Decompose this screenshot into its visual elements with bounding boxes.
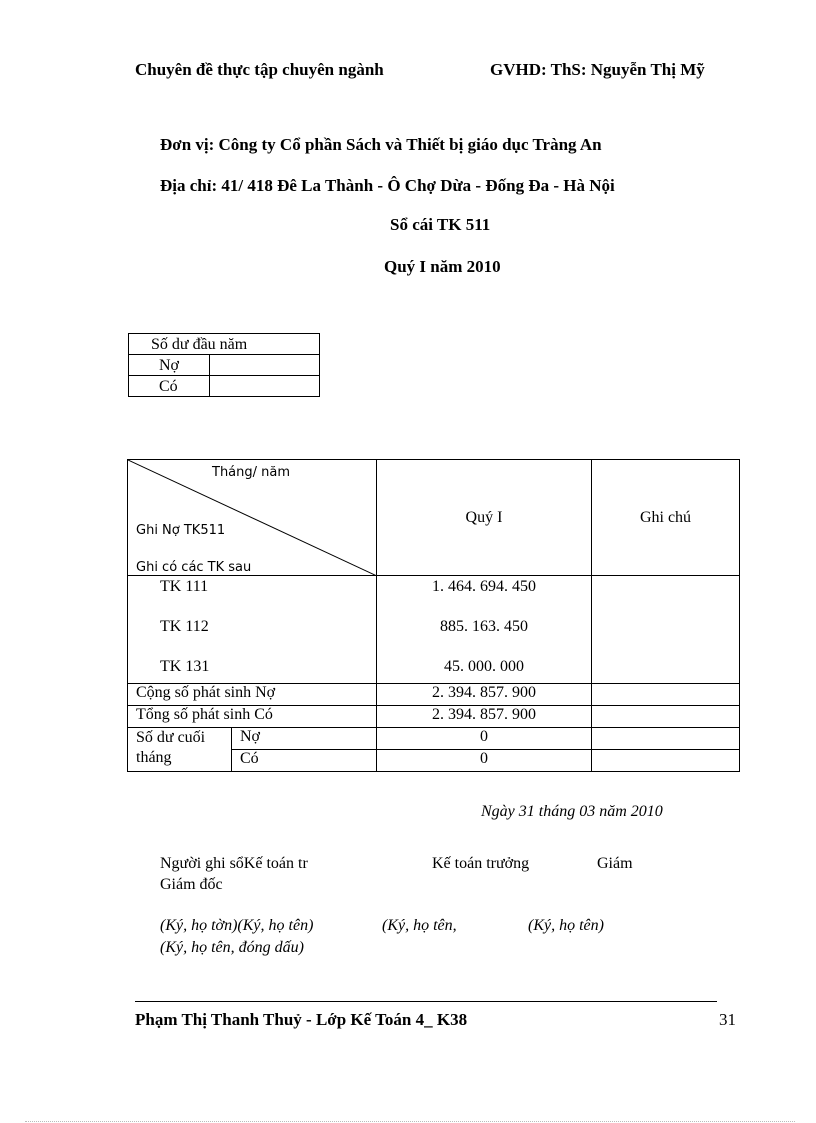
total-debit-note [592,684,740,706]
closing-label-line1: Số dư cuối [136,729,206,746]
opening-credit-value [210,376,320,397]
footer-rule [135,1001,717,1002]
diag-mid-label: Ghi Nợ TK511 [136,523,226,538]
diag-top-label: Tháng/ năm [212,465,291,480]
page-subtitle: Quý I năm 2010 [384,257,501,276]
account-value: 1. 464. 694. 450 [432,578,536,595]
date-line: Ngày 31 tháng 03 năm 2010 [481,803,663,820]
company-address: Địa chỉ: 41/ 418 Đê La Thành - Ô Chợ Dừa - Đống Đa - Hà Nội [160,176,615,195]
diagonal-header-cell [128,460,377,576]
closing-label-line2: tháng [136,749,172,766]
page-edge-dotted-line [25,1121,795,1122]
header-left: Chuyên đề thực tập chuyên ngành [135,60,384,79]
total-credit-note [592,706,740,728]
accounts-values-cell [377,576,592,684]
total-credit-value: 2. 394. 857. 900 [377,706,592,728]
signature-note-2: (Ký, họ tên, [382,917,457,934]
accounts-note-cell [592,576,740,684]
total-credit-label: Tổng số phát sinh Có [128,706,377,728]
signer-labels-line2: Giám đốc [160,876,223,893]
signature-note-3: (Ký, họ tên) [528,917,604,934]
signer-labels-b: Kế toán trưởng [432,855,530,872]
ledger-table [127,459,740,772]
opening-credit-label: Có [129,376,210,397]
closing-debit-value: 0 [377,728,592,750]
accounts-cell [128,576,377,684]
closing-credit-value: 0 [377,750,592,772]
company-unit: Đơn vị: Công ty Cổ phần Sách và Thiết bị giáo dục Tràng An [160,135,602,154]
account-value: 45. 000. 000 [444,658,524,675]
page-number: 31 [719,1010,736,1029]
footer-author: Phạm Thị Thanh Thuỷ - Lớp Kế Toán 4_ K38 [135,1010,468,1029]
closing-debit-label: Nợ [232,728,377,750]
signature-note-1: (Ký, họ tờn)(Ký, họ tên) [160,917,314,934]
signature-note-4: (Ký, họ tên, đóng dấu) [160,939,304,956]
closing-credit-label: Có [232,750,377,772]
closing-balance-label [128,728,232,772]
account-label: TK 112 [160,618,209,635]
account-value: 885. 163. 450 [440,618,528,635]
opening-balance-title: Số dư đầu năm [129,334,320,355]
total-debit-value: 2. 394. 857. 900 [377,684,592,706]
col-quarter-header: Quý I [377,460,592,576]
opening-balance-table [128,333,320,397]
signer-labels-a: Người ghi sổKế toán tr [160,855,308,872]
closing-debit-note [592,728,740,750]
page-title: Sổ cái TK 511 [390,215,491,234]
account-label: TK 111 [160,578,209,595]
opening-debit-label: Nợ [129,355,210,376]
opening-debit-value [210,355,320,376]
closing-credit-note [592,750,740,772]
account-label: TK 131 [160,658,210,675]
col-note-header: Ghi chú [592,460,740,576]
header-right: GVHD: ThS: Nguyễn Thị Mỹ [490,60,705,79]
signer-labels-c: Giám [597,855,633,872]
diag-bottom-label: Ghi có các TK sau [136,560,252,575]
total-debit-label: Cộng số phát sinh Nợ [128,684,377,706]
